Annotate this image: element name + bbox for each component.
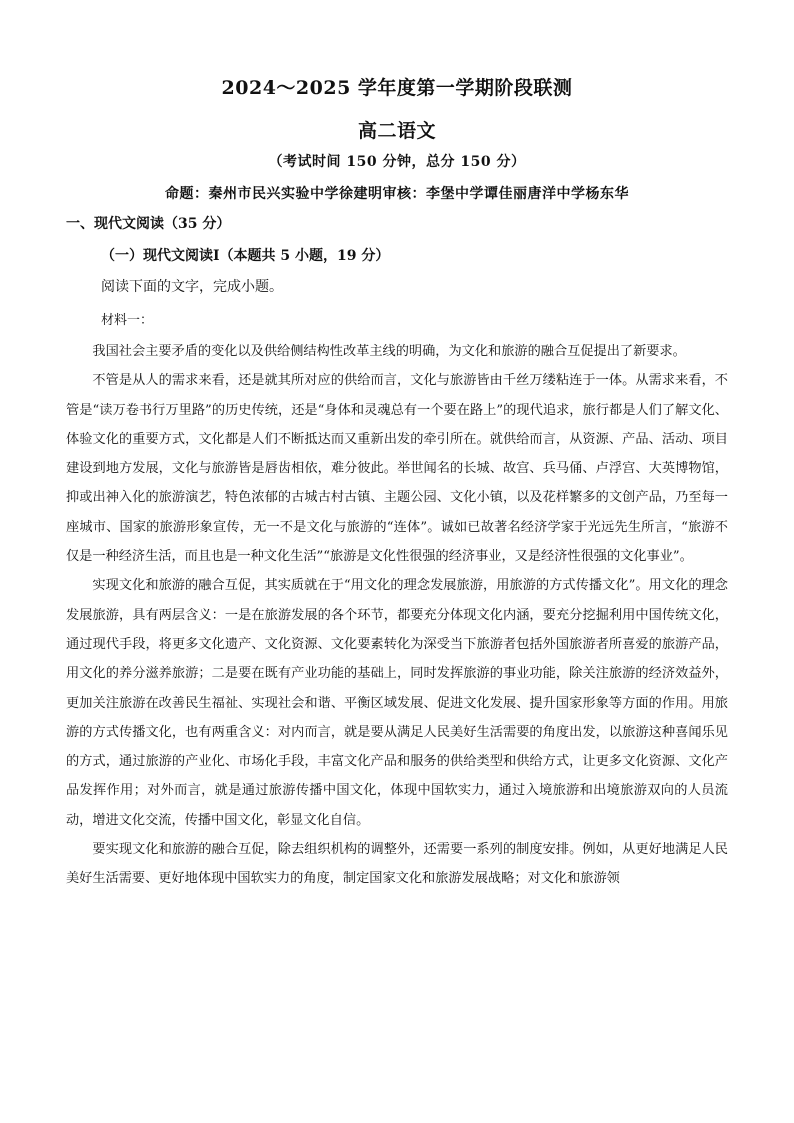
paragraph: 不管是从人的需求来看，还是就其所对应的供给而言，文化与旅游皆由千丝万缕粘连于一体。从需求来看，不管是“读万卷书行万里路”的历史传统，还是“身体和灵魂总有一个要在路上”的现代追求，旅行都是人们了解文化、体验文化的重要方式，文化都是人们不断抵达而又重新出发的牵引所在。就供给而言，从资源、产品、活动、项目建设到地方发展，文化与旅游皆是唇齿相依，难分彼此。举世闻名的长城、故宫、兵马俑、卢浮宫、大英博物馆，抑或出神入化的旅游演艺，特色浓郁的古城古村古镇、主题公园、文化小镇，以及花样繁多的文创产品，乃至每一座城市、国家的旅游形象宣传，无一不是文化与旅游的“连体”。诚如已故著名经济学家于光远先生所言，“旅游不仅是一种经济生活，而且也是一种文化生活”“旅游是文化性很强的经济事业，又是经济性很强的文化事业”。 bbox=[66, 373, 728, 565]
authors-line: 命题：秦州市民兴实验中学徐建明审核：李堡中学谭佳丽唐洋中学杨东华 bbox=[165, 186, 629, 202]
subject-title: 高二语文 bbox=[357, 120, 436, 142]
paragraph: 我国社会主要矛盾的变化以及供给侧结构性改革主线的明确，为文化和旅游的融合互促提出了新要求。 bbox=[92, 344, 686, 359]
paragraph: 实现文化和旅游的融合互促，其实质就在于“用文化的理念发展旅游，用旅游的方式传播文化”。用文化的理念发展旅游，具有两层含义：一是在旅游发展的各个环节，都要充分体现文化内涵，要充分挖掘利用中国传统文化，通过现代手段，将更多文化遗产、文化资源、文化要素转化为深受当下旅游者包括外国旅游者所喜爱的旅游产品，用文化的养分滋养旅游；二是要在既有产业功能的基础上，同时发挥旅游的事业功能，除关注旅游的经济效益外，更加关注旅游在改善民生福祉、实现社会和谐、平衡区域发展、促进文化发展、提升国家形象等方面的作用。用旅游的方式传播文化，也有两重含义：对内而言，就是要从满足人民美好生活需要的角度出发，以旅游这种喜闻乐见的方式，通过旅游的产业化、市场化手段，丰富文化产品和服务的供给类型和供给方式，让更多文化资源、文化产品发挥作用；对外而言，就是通过旅游传播中国文化，体现中国软实力，通过入境旅游和出境旅游双向的人员流动，增进文化交流，传播中国文化，彰显文化自信。 bbox=[66, 578, 728, 828]
material-label: 材料一： bbox=[101, 313, 154, 328]
exam-title: 2024～2025 学年度第一学期阶段联测 bbox=[221, 77, 573, 99]
subsection-heading: （一）现代文阅读Ⅰ（本题共 5 小题，19 分） bbox=[101, 248, 390, 264]
exam-info: （考试时间 150 分钟，总分 150 分） bbox=[268, 154, 526, 170]
instruction-text: 阅读下面的文字，完成小题。 bbox=[101, 279, 283, 295]
passage-body bbox=[66, 337, 728, 894]
paragraph: 要实现文化和旅游的融合互促，除去组织机构的调整外，还需要一系列的制度安排。例如，从更好地满足人民美好生活需要、更好地体现中国软实力的角度，制定国家文化和旅游发展战略；对文化和旅游领 bbox=[66, 842, 728, 887]
section-heading: 一、现代文阅读（35 分） bbox=[66, 216, 231, 232]
